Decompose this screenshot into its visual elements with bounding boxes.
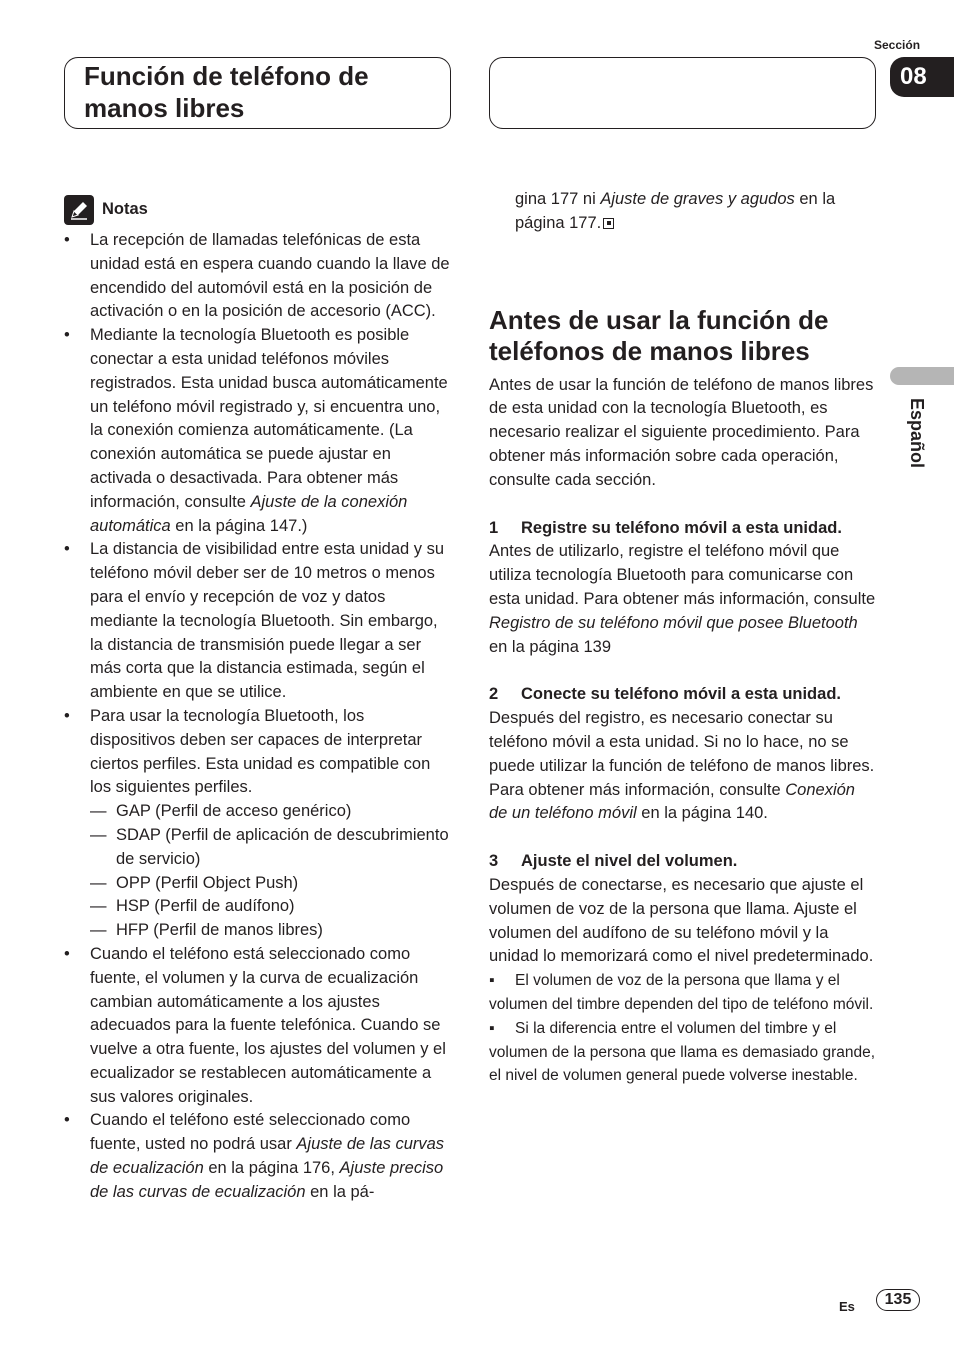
- note-item: • Cuando el teléfono esté seleccionado como fuente, usted no podrá usar Ajuste de las curvas de ecualización en la página 176, Ajuste preciso de las curvas de ecualización en la pá-: [64, 1109, 450, 1204]
- note-item: • Cuando el teléfono está seleccionado como fuente, el volumen y la curva de ecualización cambian automáticamente a los ajustes adecuados para la fuente telefónica. Cuando se vuelve a otra fuente, los ajustes del volumen y el ecualizador se restablecen automáticamente a sus valores originales.: [64, 943, 450, 1110]
- page-number: 135: [876, 1289, 920, 1311]
- profile-item: — OPP (Perfil Object Push): [90, 872, 450, 896]
- profile-item: — SDAP (Perfil de aplicación de descubrimiento de servicio): [90, 824, 450, 872]
- square-bullet-icon: ▪: [489, 1019, 495, 1037]
- cross-reference: Conexión de un teléfono móvil: [489, 780, 855, 823]
- cross-reference: Registro de su teléfono móvil que posee Bluetooth: [489, 613, 858, 632]
- notes-continuation: gina 177 ni Ajuste de graves y agudos en la página 177.: [515, 190, 836, 232]
- end-mark-icon: [603, 218, 614, 229]
- language-label: Español: [907, 398, 927, 469]
- step-body: Antes de utilizarlo, registre el teléfono móvil que utiliza tecnología Bluetooth para comunicarse con esta unidad. Para obtener más información, consulte Registro de su teléfono móvil que posee Bluetooth en la página 139: [489, 542, 876, 656]
- small-note: ▪ Si la diferencia entre el volumen del timbre y el volumen de la persona que llama es demasiado grande, el nivel de volumen general puede volverse inestable.: [489, 1017, 877, 1088]
- right-column: [489, 188, 877, 1088]
- cross-reference: Ajuste de la conexión automática: [90, 492, 408, 535]
- note-item: • Mediante la tecnología Bluetooth es posible conectar a esta unidad teléfonos móviles registrados. Esta unidad busca automáticamente un teléfono móvil registrado y, si encuentra uno, la conexión comienza automáticamente. (La conexión automática se puede ajustar en activada o desactivada. Para obtener más información, consulte Ajuste de la conexión automática en la página 147.): [64, 324, 450, 538]
- language-tab: [890, 367, 954, 385]
- note-item: • La recepción de llamadas telefónicas de esta unidad está en espera cuando cuando la llave de encendido del automóvil está en la posición de activación o en la posición de accesorio (ACC).: [64, 229, 450, 324]
- step-body: Después del registro, es necesario conectar su teléfono móvil a esta unidad. Si no lo hace, no se puede utilizar la función de teléfono de manos libres. Para obtener más información, consulte Conexión de un teléfono móvil en la página 140.: [489, 709, 875, 823]
- profile-item: — HFP (Perfil de manos libres): [90, 919, 450, 943]
- step-body: Después de conectarse, es necesario que ajuste el volumen de voz de la persona que llama. Ajuste el volumen del audífono de su teléfono móvil y la unidad lo memorizará como el nivel predeterminado.: [489, 875, 874, 966]
- cross-reference: Ajuste de graves y agudos: [600, 190, 795, 208]
- notes-list: [64, 229, 450, 1205]
- section-number-badge: 08: [890, 57, 954, 97]
- small-note: ▪ El volumen de voz de la persona que llama y el volumen del timbre dependen del tipo de teléfono móvil.: [489, 969, 877, 1017]
- note-item: • La distancia de visibilidad entre esta unidad y su teléfono móvil deber ser de 10 metros o menos para el envío y recepción de voz y datos mediante la tecnología Bluetooth. Sin embargo, la distancia de transmisión puede llegar a ser más corta que la distancia estimada, según el ambiente en que se utilice.: [64, 538, 450, 705]
- notes-header: [64, 195, 450, 225]
- step-title: 1 Registre su teléfono móvil a esta unidad.: [489, 518, 842, 537]
- note-item: • Para usar la tecnología Bluetooth, los dispositivos deben ser capaces de interpretar ciertos perfiles. Esta unidad es compatible con los siguientes perfiles. — GAP (Perfil de acceso genérico) — SDAP (Perfil de aplicación de descubrimiento de servicio) — OPP (Perfil Object Push) — HSP (Perfil de audífono) — HFP (Perfil de manos libres): [64, 705, 450, 943]
- profile-item: — HSP (Perfil de audífono): [90, 895, 450, 919]
- header-empty-frame: [489, 57, 876, 129]
- step-title: 3 Ajuste el nivel del volumen.: [489, 852, 738, 871]
- pencil-note-icon: [64, 195, 94, 225]
- section-label: Sección: [874, 38, 921, 52]
- cross-reference: Ajuste preciso de las curvas de ecualización: [90, 1159, 444, 1201]
- language-code: Es: [839, 1299, 855, 1314]
- left-column: [64, 195, 450, 1205]
- square-bullet-icon: ▪: [489, 972, 495, 990]
- section-heading: Antes de usar la función de teléfonos de manos libres: [489, 304, 829, 366]
- notes-title: Notas: [102, 200, 148, 219]
- chapter-title: Función de teléfono de manos libres: [84, 61, 369, 123]
- cross-reference: Ajuste de las curvas de ecualización: [90, 1135, 445, 1178]
- section-intro: Antes de usar la función de teléfono de manos libres de esta unidad con la tecnología Bluetooth, es necesario realizar el siguiente procedimiento. Para obtener más información sobre cada operación, consulte cada sección.: [489, 375, 874, 489]
- profiles-list: [90, 800, 450, 943]
- profile-item: — GAP (Perfil de acceso genérico): [90, 800, 450, 824]
- step-title: 2 Conecte su teléfono móvil a esta unidad.: [489, 685, 841, 704]
